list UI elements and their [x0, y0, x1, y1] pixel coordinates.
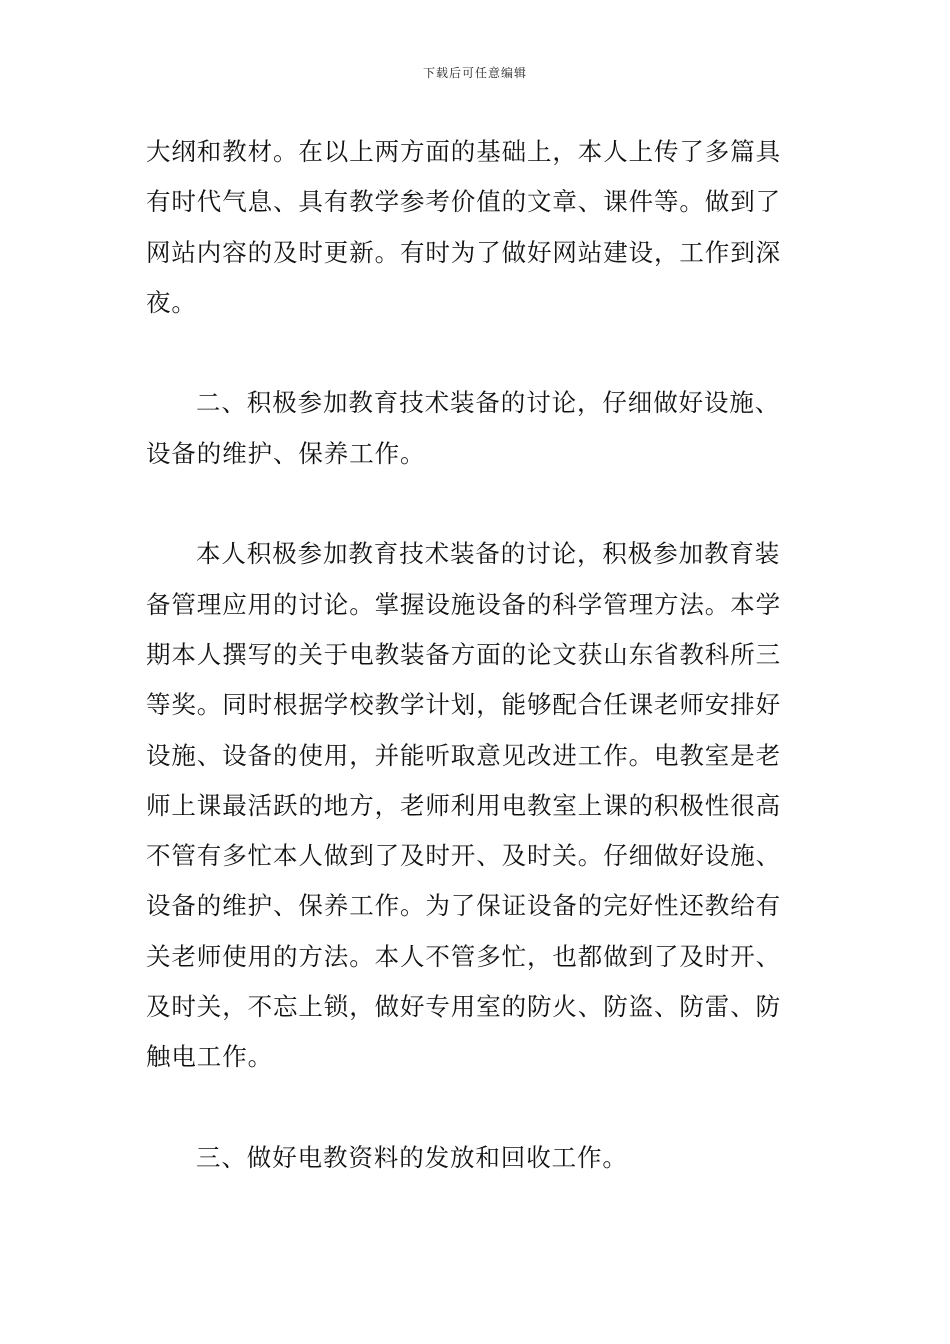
text-line: 设施、设备的使用，并能听取意见改进工作。电教室是老 [146, 740, 781, 770]
text-line: 师上课最活跃的地方，老师利用电教室上课的积极性很高 [146, 790, 781, 820]
text-line: 夜。 [146, 287, 197, 317]
document-body [146, 127, 810, 1183]
text-line: 有时代气息、具有教学参考价值的文章、课件等。做到了 [146, 187, 781, 217]
text-line: 网站内容的及时更新。有时为了做好网站建设，工作到深 [146, 237, 781, 267]
text-line: 及时关，不忘上锁，做好专用室的防火、防盗、防雷、防 [146, 992, 781, 1022]
text-line: 期本人撰写的关于电教装备方面的论文获山东省教科所三 [146, 639, 781, 669]
paragraph-spacer [146, 328, 810, 378]
text-line: 二、积极参加教育技术装备的讨论，仔细做好设施、 [196, 388, 781, 418]
paragraph-spacer [146, 479, 810, 529]
text-line: 关老师使用的方法。本人不管多忙，也都做到了及时开、 [146, 941, 781, 971]
text-line: 大纲和教材。在以上两方面的基础上，本人上传了多篇具 [146, 137, 781, 166]
paragraph-equipment-work [146, 529, 810, 1082]
page-header-note: 下载后可任意编辑 [422, 66, 527, 80]
paragraph-website-work [146, 127, 810, 328]
section-heading-three [146, 1133, 810, 1183]
text-line: 备管理应用的讨论。掌握设施设备的科学管理方法。本学 [146, 589, 781, 619]
text-line: 本人积极参加教育技术装备的讨论，积极参加教育装 [196, 539, 781, 569]
section-heading-two [146, 378, 810, 479]
text-line: 设备的维护、保养工作。为了保证设备的完好性还教给有 [146, 891, 781, 921]
text-line: 不管有多忙本人做到了及时开、及时关。仔细做好设施、 [146, 841, 781, 871]
text-line: 三、做好电教资料的发放和回收工作。 [196, 1142, 628, 1172]
text-line: 触电工作。 [146, 1042, 273, 1072]
paragraph-spacer [146, 1083, 810, 1133]
text-line: 等奖。同时根据学校教学计划，能够配合任课老师安排好 [146, 690, 781, 720]
text-line: 设备的维护、保养工作。 [146, 438, 426, 468]
